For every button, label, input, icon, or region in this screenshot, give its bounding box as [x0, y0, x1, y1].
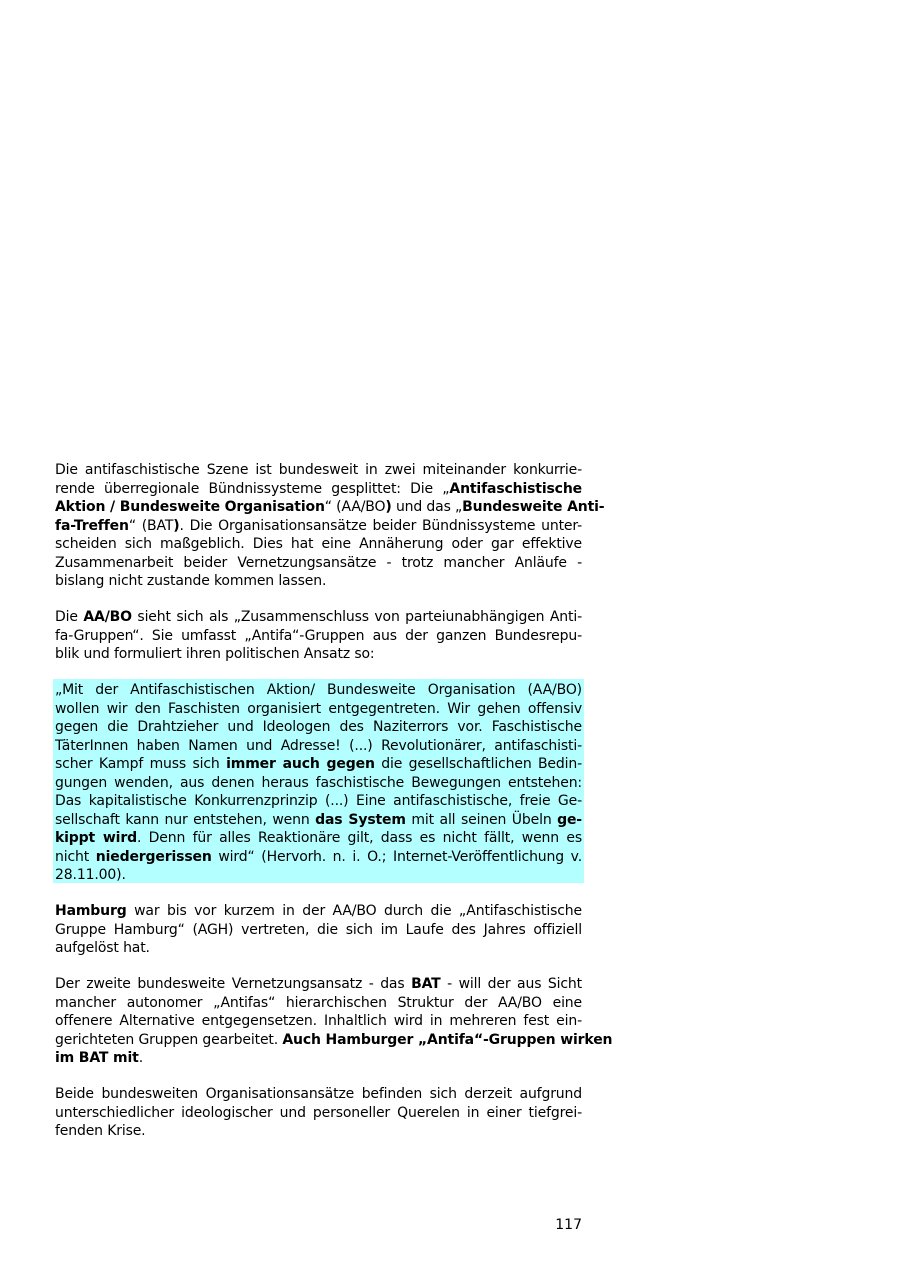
bold-term: Hamburg	[55, 903, 127, 919]
bold-term: niedergerissen	[95, 848, 212, 865]
paragraph-4-line-2: mancher autonomer „Antifas“ hierarchischen Struktur der AA/BO eine	[55, 994, 582, 1011]
paragraph-4-line-4: gerichteten Gruppen gearbeitet. Auch Hamburger „Antifa“-Gruppen wirken	[55, 1031, 613, 1048]
paragraph-4-line-5: im BAT mit.	[55, 1050, 143, 1066]
paragraph-3-line-3: aufgelöst hat.	[55, 940, 150, 956]
paragraph-4-line-1: Der zweite bundesweite Vernetzungsansatz - das BAT - will der aus Sicht	[55, 976, 582, 992]
quote-line-8: sellschaft kann nur entstehen, wenn das System mit all seinen Übeln ge-	[55, 811, 582, 828]
paragraph-1-line-2: rende überregionale Bündnissysteme gesplittet: Die „Antifaschistische	[55, 480, 582, 497]
quote-line-3: gegen die Drahtzieher und Ideologen des Naziterrors vor. Faschistische	[55, 719, 582, 735]
bold-term: das System	[315, 811, 406, 828]
bold-term: fa-Treffen	[55, 517, 129, 534]
page-number: 117	[555, 1217, 582, 1233]
paragraph-2-line-2: fa-Gruppen“. Sie umfasst „Antifa“-Gruppen aus der ganzen Bundesrepu-	[55, 627, 582, 644]
quote-line-11: 28.11.00).	[55, 867, 126, 883]
paragraph-3-line-1: Hamburg war bis vor kurzem in der AA/BO durch die „Antifaschistische	[55, 903, 582, 919]
quote-line-7: Das kapitalistische Konkurrenzprinzip (...) Eine antifaschistische, freie Ge-	[55, 793, 582, 809]
paragraph-1-line-1: Die antifaschistische Szene ist bundesweit in zwei miteinander konkurrie-	[55, 462, 582, 478]
bold-term: BAT	[411, 976, 441, 992]
bold-term: Bundesweite Anti-	[462, 499, 605, 515]
paragraph-5-line-1: Beide bundesweiten Organisationsansätze befinden sich derzeit aufgrund	[55, 1086, 582, 1102]
quote-line-4: TäterInnen haben Namen und Adresse! (...) Revolutionärer, antifaschisti-	[55, 737, 582, 754]
quote-line-9: kippt wird. Denn für alles Reaktionäre gilt, dass es nicht fällt, wenn es	[55, 830, 582, 846]
bold-term: immer auch gegen	[226, 756, 375, 772]
quote-line-6: gungen wenden, aus denen heraus faschistische Bewegungen entstehen:	[55, 774, 582, 791]
paragraph-1-line-6: Zusammenarbeit beider Vernetzungsansätze - trotz mancher Anläufe -	[55, 554, 582, 571]
bold-term: AA/BO	[83, 609, 132, 625]
paragraph-4-line-3: offenere Alternative entgegensetzen. Inhaltlich wird in mehreren fest ein-	[55, 1013, 582, 1029]
bold-term: kippt wird	[55, 830, 137, 846]
quote-line-10: nicht niedergerissen wird“ (Hervorh. n. i. O.; Internet-Veröffentlichung v.	[55, 848, 583, 865]
paragraph-1-line-5: scheiden sich maßgeblich. Dies hat eine Annäherung oder gar effektive	[55, 536, 582, 552]
quote-line-1: „Mit der Antifaschistischen Aktion/ Bundesweite Organisation (AA/BO)	[55, 682, 582, 698]
paragraph-1-line-3: Aktion / Bundesweite Organisation“ (AA/BO) und das „Bundesweite Anti-	[55, 499, 605, 515]
bold-term: ge-	[557, 811, 582, 828]
paragraph-2-line-1: Die AA/BO sieht sich als „Zusammenschluss von parteiunabhängigen Anti-	[55, 609, 582, 625]
paragraph-1-line-7: bislang nicht zustande kommen lassen.	[55, 573, 327, 589]
quote-line-2: wollen wir den Faschisten organisiert entgegentreten. Wir gehen offensiv	[55, 700, 582, 717]
bold-term: Aktion / Bundesweite Organisation	[55, 499, 325, 515]
bold-term: im BAT mit	[55, 1050, 139, 1066]
paragraph-5-line-3: fenden Krise.	[55, 1123, 146, 1139]
paragraph-5-line-2: unterschiedlicher ideologischer und personeller Querelen in einer tiefgrei-	[55, 1104, 582, 1121]
bold-term: Auch Hamburger „Antifa“-Gruppen wirken	[282, 1031, 613, 1048]
paragraph-1-line-4: fa-Treffen“ (BAT). Die Organisationsansätze beider Bündnissysteme unter-	[55, 517, 582, 534]
bold-term: Antifaschistische	[449, 480, 582, 497]
quote-line-5: scher Kampf muss sich immer auch gegen die gesellschaftlichen Bedin-	[55, 756, 583, 772]
paragraph-3-line-2: Gruppe Hamburg“ (AGH) vertreten, die sich im Laufe des Jahres offiziell	[55, 921, 582, 938]
paragraph-2-line-3: blik und formuliert ihren politischen Ansatz so:	[55, 646, 375, 662]
